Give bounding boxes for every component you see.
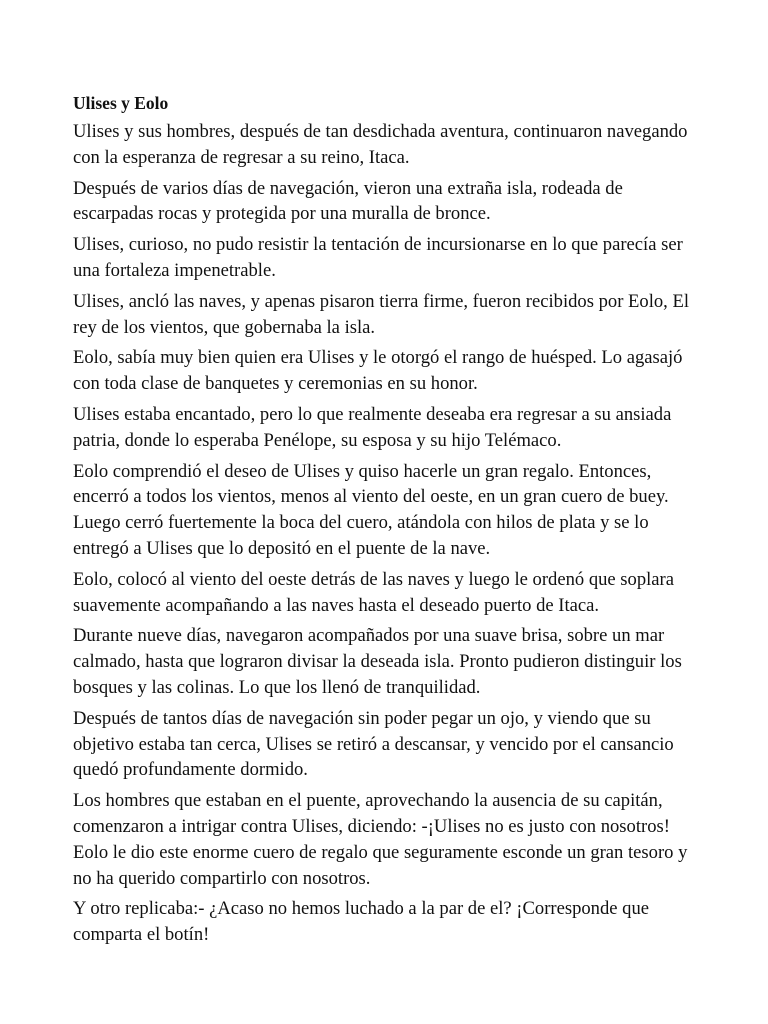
paragraph-7: Eolo comprendió el deseo de Ulises y quiso hacerle un gran regalo. Entonces, encerró a todos los vientos, menos al viento del oeste, en un gran cuero de buey. Luego cerró fuertemente la boca del cuero, atándola con hilos de plata y se lo entregó a Ulises que lo depositó en el puente de la nave.	[73, 460, 669, 559]
paragraph-3: Ulises, curioso, no pudo resistir la tentación de incursionarse en lo que parecía ser una fortaleza impenetrable.	[73, 234, 683, 281]
paragraph-9: Durante nueve días, navegaron acompañados por una suave brisa, sobre un mar calmado, hasta que lograron divisar la deseada isla. Pronto pudieron distinguir los bosques y las colinas. Lo que los llenó de tranquilidad.	[73, 625, 682, 698]
paragraph-8: Eolo, colocó al viento del oeste detrás de las naves y luego le ordenó que soplara suavemente acompañando a las naves hasta el deseado puerto de Itaca.	[73, 568, 675, 616]
paragraph-10: Después de tantos días de navegación sin poder pegar un ojo, y viendo que su objetivo estaba tan cerca, Ulises se retiró a descansar, y vencido por el cansancio quedó profundamente dormido.	[73, 707, 674, 781]
paragraph-12: Y otro replicaba:- ¿Acaso no hemos luchado a la par de el? ¡Corresponde que comparta el botín!	[73, 898, 650, 946]
document-body	[73, 92, 703, 953]
paragraph-2: Después de varios días de navegación, vieron una extraña isla, rodeada de escarpadas rocas y protegida por una muralla de bronce.	[73, 177, 623, 225]
paragraph-11: Los hombres que estaban en el puente, aprovechando la ausencia de su capitán, comenzaron a intrigar contra Ulises, diciendo: -¡Ulises no es justo con nosotros! Eolo le dio este enorme cuero de regalo que seguramente esconde un gran tesoro y no ha querido compartirlo con nosotros.	[73, 790, 688, 889]
document-title: Ulises y Eolo	[73, 93, 169, 113]
paragraph-4: Ulises, ancló las naves, y apenas pisaron tierra firme, fueron recibidos por Eolo, El rey de los vientos, que gobernaba la isla.	[73, 290, 689, 338]
paragraph-6: Ulises estaba encantado, pero lo que realmente deseaba era regresar a su ansiada patria, donde lo esperaba Penélope, su esposa y su hijo Telémaco.	[73, 403, 672, 451]
paragraph-1: Ulises y sus hombres, después de tan desdichada aventura, continuaron navegando con la esperanza de regresar a su reino, Itaca.	[73, 121, 688, 168]
paragraph-5: Eolo, sabía muy bien quien era Ulises y le otorgó el rango de huésped. Lo agasajó con toda clase de banquetes y ceremonias en su honor.	[73, 347, 683, 395]
